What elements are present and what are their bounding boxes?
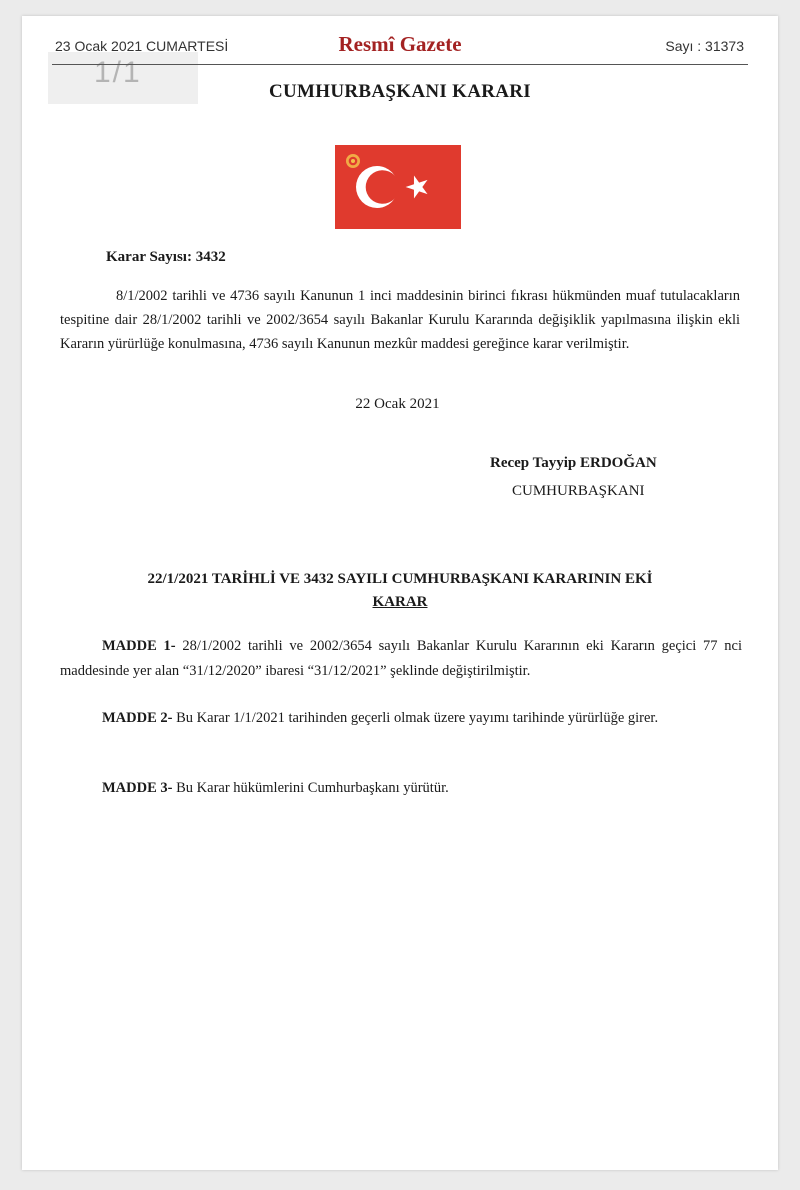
article-3-text: Bu Karar hükümlerini Cumhurbaşkanı yürütür. [176, 780, 449, 796]
article-2 [60, 706, 742, 731]
article-1-label: MADDE 1- [102, 638, 176, 654]
article-3 [60, 776, 742, 801]
annex-title-line2: KARAR [372, 594, 428, 610]
flag-crescent-inner [366, 170, 400, 204]
article-2-text: Bu Karar 1/1/2021 tarihinden geçerli olmak üzere yayımı tarihinde yürürlüğe girer. [176, 710, 659, 726]
annex-title [60, 568, 740, 614]
article-1 [60, 634, 742, 684]
article-2-label: MADDE 2- [102, 710, 173, 726]
annex-title-line1: 22/1/2021 TARİHLİ VE 3432 SAYILI CUMHURBAŞKANI KARARININ EKİ [147, 571, 653, 587]
flag-seal-icon [346, 154, 360, 168]
decision-intro-paragraph: 8/1/2002 tarihli ve 4736 sayılı Kanunun 1 inci maddesinin birinci fıkrası hükmünden muaf tutulacakların tespitine dair 28/1/2002 tarihli ve 2002/3654 sayılı Bakanlar Kurulu Kararında değişiklik yapılmasına ilişkin ekli Kararın yürürlüğe konulmasına, 4736 sayılı Kanunun mezkûr maddesi gereğince karar verilmiştir. [60, 288, 740, 352]
gazette-title: Resmî Gazete [338, 32, 462, 56]
header-date: 23 Ocak 2021 CUMARTESİ [55, 38, 229, 54]
page-counter: 1/1 [48, 52, 198, 104]
article-3-label: MADDE 3- [102, 780, 173, 796]
issue-number: Sayı : 31373 [665, 38, 744, 54]
decision-number: Karar Sayısı: 3432 [106, 249, 226, 265]
article-1-text: 28/1/2002 tarihli ve 2002/3654 sayılı Bakanlar Kurulu Kararının eki Kararın geçici 77 nci maddesinde yer alan “31/12/2020” ibaresi “31/12/2021” şeklinde değiştirilmiştir. [60, 638, 743, 679]
signer-name: Recep Tayyip ERDOĞAN [490, 455, 657, 471]
document-title: CUMHURBAŞKANI KARARI [269, 81, 531, 102]
header-divider [52, 64, 748, 65]
signer-title: CUMHURBAŞKANI [512, 483, 645, 499]
turkish-flag-icon [335, 145, 461, 229]
decision-date: 22 Ocak 2021 [355, 396, 440, 412]
